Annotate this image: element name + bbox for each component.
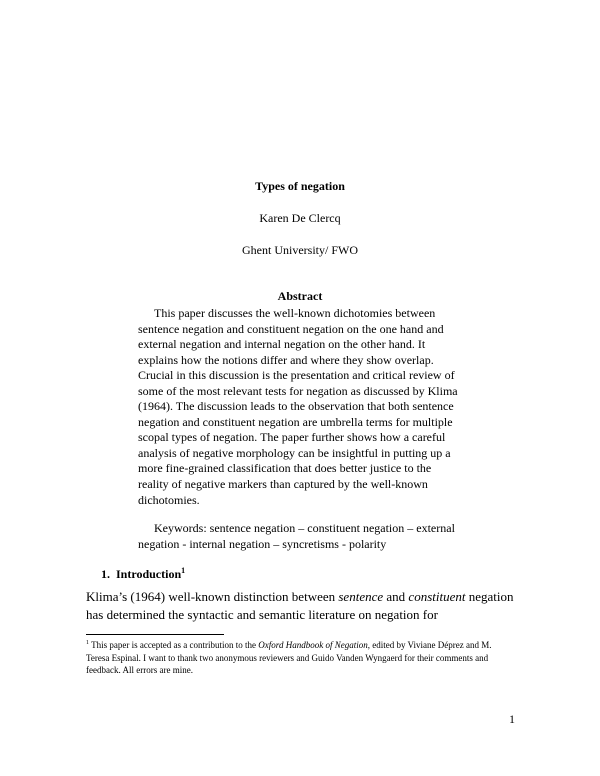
page-number: 1 xyxy=(509,712,515,726)
body-text-span: and xyxy=(383,589,409,604)
footnote-book-title: Oxford Handbook of Negation xyxy=(258,640,368,650)
keywords-text: Keywords: sentence negation – constituent negation – external negation - internal negation – syncretisms - polarity xyxy=(138,521,455,551)
author-affiliation: Ghent University/ FWO xyxy=(242,243,358,257)
abstract-body xyxy=(138,306,463,508)
paper-title: Types of negation xyxy=(255,179,345,193)
footnote-text: , edited by Viviane Déprez and M. Teresa Espinal. I want to thank two anonymous reviewers and Guido Vanden Wyngaerd for their comments and feedback. All errors are mine. xyxy=(86,640,492,675)
term-sentence: sentence xyxy=(338,589,384,604)
section-title: Introduction xyxy=(116,567,182,581)
abstract-heading: Abstract xyxy=(277,289,323,303)
author-name: Karen De Clercq xyxy=(259,211,341,225)
section-number: 1. xyxy=(101,567,110,581)
body-text-span: negation has determined the syntactic and semantic literature on negation for xyxy=(86,589,514,622)
footnote-divider xyxy=(86,634,224,635)
footnote-text: This paper is accepted as a contribution to the xyxy=(89,640,259,650)
section-heading xyxy=(101,567,185,582)
footnote-mark: 1 xyxy=(86,640,89,646)
footnote xyxy=(86,639,516,677)
body-text-span: Klima’s (1964) well-known distinction between xyxy=(86,589,339,604)
keywords xyxy=(138,520,463,552)
section-body xyxy=(86,588,516,624)
abstract-text: This paper discusses the well-known dichotomies between sentence negation and constituent negation on the one hand and external negation and internal negation on the other hand. It explains how the notions differ and where they show overlap. Crucial in this discussion is the presentation and critical review of some of the most relevant tests for negation as discussed by Klima (1964). The discussion leads to the observation that both sentence negation and constituent negation are umbrella terms for multiple scopal types of negation. The paper further shows how a careful analysis of negative morphology can be insightful in putting up a more fine-grained classification that does better justice to the reality of negative markers than captured by the well-known dichotomies. xyxy=(138,306,458,507)
term-constituent: constituent xyxy=(408,589,466,604)
section-footnote-mark[interactable]: 1 xyxy=(181,566,186,575)
